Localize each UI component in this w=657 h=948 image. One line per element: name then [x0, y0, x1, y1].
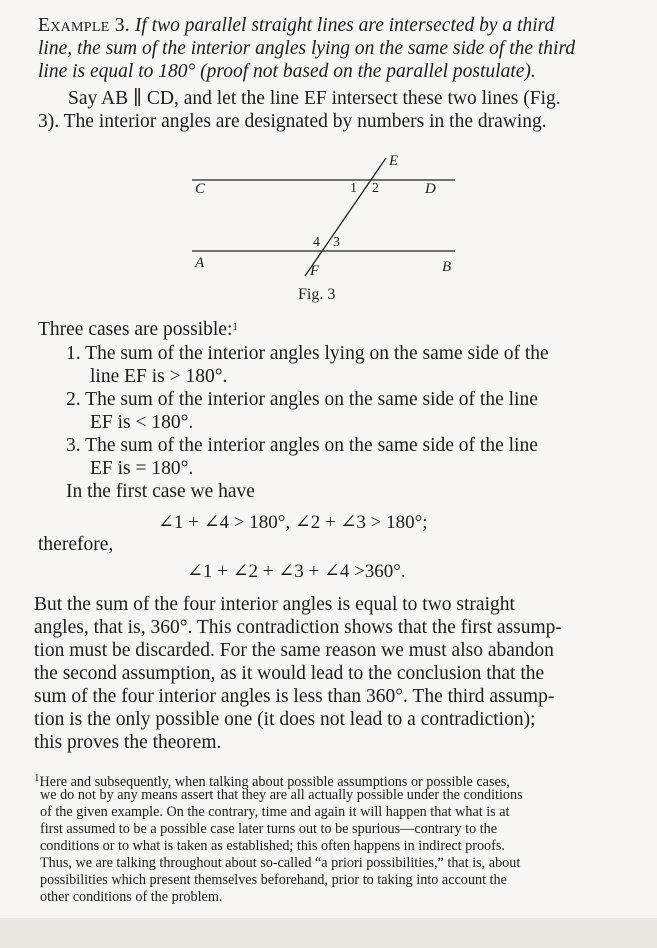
footnote-mark: 1 — [34, 772, 40, 784]
cases-intro: Three cases are possible: — [38, 319, 233, 340]
inequality-1: ∠1 + ∠4 > 180°, ∠2 + ∠3 > 180°; — [158, 512, 428, 533]
conclusion-line-3: tion must be discarded. For the same reason we must also abandon — [34, 640, 554, 661]
figure-caption: Fig. 3 — [298, 286, 336, 303]
cases-intro-line — [38, 316, 238, 341]
first-case-line: In the first case we have — [66, 481, 255, 502]
case-3-line-1 — [66, 435, 538, 457]
case-1-number: 1. — [66, 343, 81, 364]
case-3-text: The sum of the interior angles on the same side of the line — [85, 435, 538, 456]
example-line-1 — [38, 15, 554, 37]
statement-line-3: line is equal to 180° (proof not based on the parallel postulate). — [38, 61, 536, 82]
conclusion-line-4: the second assumption, as it would lead to the conclusion that the — [34, 663, 545, 684]
label-f: F — [310, 263, 320, 279]
label-d: D — [425, 181, 436, 197]
label-c: C — [195, 181, 206, 197]
label-a: A — [195, 255, 205, 271]
conclusion-line-2: angles, that is, 360°. This contradiction shows that the first assump- — [34, 617, 562, 638]
angle-2: 2 — [372, 181, 379, 196]
footnote-line-5: conditions or to what is taken as established; this often happens in indirect proofs. — [40, 838, 505, 854]
page-bottom-edge — [0, 918, 657, 948]
footnote-text-1: Here and subsequently, when talking about possible assumptions or possible cases, — [39, 774, 510, 790]
case-2-text: The sum of the interior angles on the same side of the line — [85, 389, 538, 410]
transversal-ef — [305, 158, 386, 276]
footnote-line-4: first assumed to be a possible case later turns out to be spurious—contrary to the — [40, 821, 498, 837]
conclusion-line-6: tion is the only possible one (it does not lead to a contradiction); — [34, 709, 536, 730]
angle-1: 1 — [350, 181, 357, 196]
footnote-line-7: possibilities which present themselves beforehand, prior to taking into account the — [40, 872, 507, 888]
footnote-ref: 1 — [232, 321, 238, 333]
case-3-number: 3. — [66, 435, 81, 456]
footnote-line-2: we do not by any means assert that they are all actually possible under the conditions — [40, 787, 523, 803]
case-3-line-2: EF is = 180°. — [90, 458, 194, 479]
footnote-line-3: of the given example. On the contrary, time and again it will happen that what is at — [40, 804, 510, 820]
case-2-line-2: EF is < 180°. — [90, 412, 194, 433]
angle-4: 4 — [313, 235, 320, 250]
conclusion-line-5: sum of the four interior angles is less than 360°. The third assump- — [34, 686, 555, 707]
intro-line-2: 3). The interior angles are designated by numbers in the drawing. — [38, 111, 547, 132]
statement-line-1: If two parallel straight lines are intersected by a third — [134, 15, 555, 36]
inequality-2: ∠1 + ∠2 + ∠3 + ∠4 >360°. — [187, 561, 406, 582]
intro-line-1: Say AB ∥ CD, and let the line EF intersect these two lines (Fig. — [68, 88, 561, 109]
conclusion-line-1: But the sum of the four interior angles is equal to two straight — [34, 594, 515, 615]
case-2-line-1 — [66, 389, 538, 411]
figure-3-diagram — [0, 150, 657, 300]
case-2-number: 2. — [66, 389, 81, 410]
case-1-text: The sum of the interior angles lying on the same side of the — [85, 343, 549, 364]
footnote-line-8: other conditions of the problem. — [40, 889, 223, 905]
footnote-line-6: Thus, we are talking throughout about so-called “a priori possibilities,” that is, about — [40, 855, 521, 871]
case-1-line-1 — [66, 343, 549, 365]
therefore-word: therefore, — [38, 534, 114, 555]
conclusion-line-7: this proves the theorem. — [34, 732, 222, 753]
label-b: B — [442, 259, 452, 275]
statement-line-2: line, the sum of the interior angles lying on the same side of the third — [38, 38, 576, 59]
example-label: Example 3. — [38, 15, 130, 36]
case-1-line-2: line EF is > 180°. — [90, 366, 228, 387]
angle-3: 3 — [333, 235, 340, 250]
label-e: E — [389, 153, 399, 169]
